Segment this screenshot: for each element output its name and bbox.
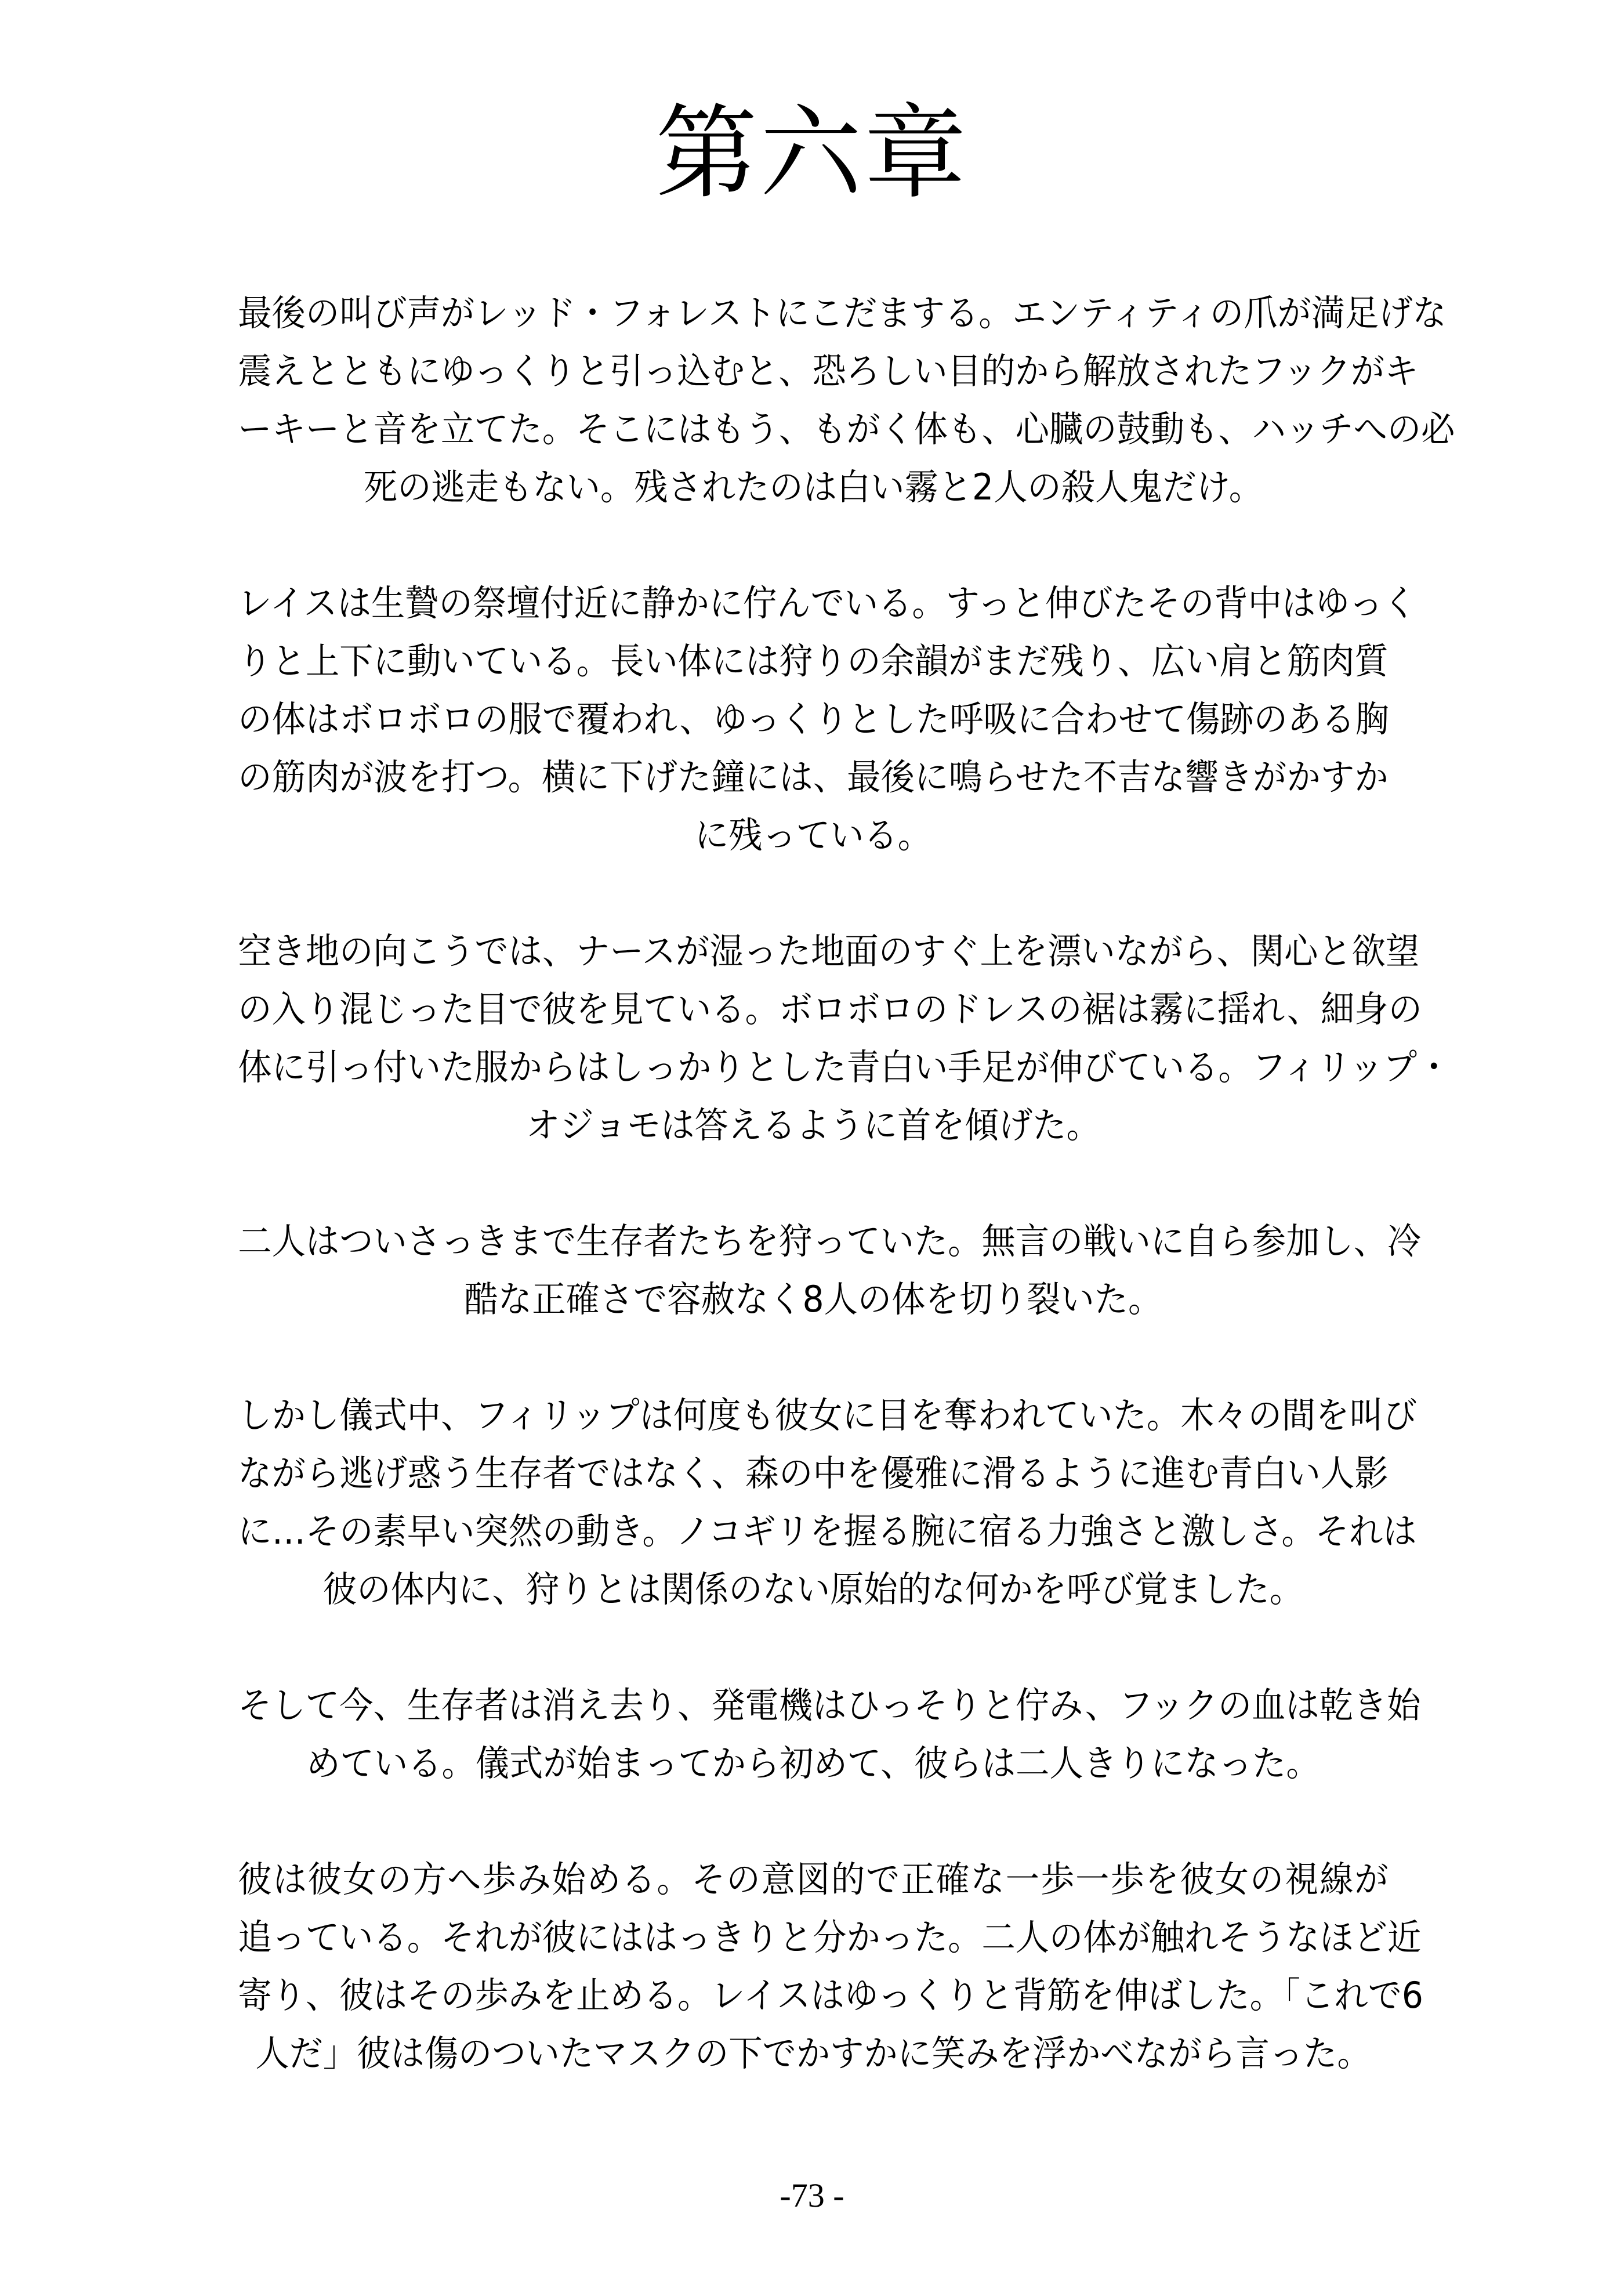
text-line: しかし儀式中、フィリップは何度も彼女に目を奪われていた。木々の間を叫び	[238, 1394, 1418, 1436]
paragraph-1	[201, 284, 1455, 516]
text-line: オジョモは答えるように首を傾げた。	[526, 1104, 1100, 1146]
text-line: 最後の叫び声がレッド・フォレストにこだまする。エンティティの爪が満足げな	[238, 292, 1447, 334]
paragraph-5	[201, 1386, 1425, 1618]
text-line: りと上下に動いている。長い体には狩りの余韻がまだ残り、広い肩と筋肉質	[238, 640, 1389, 682]
text-line: 酷な正確さで容赦なく8人の体を切り裂いた。	[464, 1278, 1162, 1320]
paragraph-7	[201, 1851, 1425, 2083]
text-line: 彼の体内に、狩りとは関係のない原始的な何かを呼び覚ました。	[322, 1568, 1304, 1610]
text-line: ながら逃げ惑う生存者ではなく、森の中を優雅に滑るように進む青白い人影	[238, 1452, 1389, 1494]
text-line: 追っている。それが彼にははっきりと分かった。二人の体が触れそうなほど近	[238, 1916, 1422, 1958]
text-line: に残っている。	[695, 814, 931, 856]
text-line: 体に引っ付いた服からはしっかりとした青白い手足が伸びている。フィリップ・	[238, 1046, 1451, 1088]
text-line: 彼は彼女の方へ歩み始める。その意図的で正確な一歩一歩を彼女の視線が	[238, 1858, 1389, 1900]
chapter-body	[201, 284, 1455, 2141]
chapter-title: 第六章	[655, 94, 969, 213]
text-line: 二人はついさっきまで生存者たちを狩っていた。無言の戦いに自ら参加し、冷	[238, 1220, 1422, 1262]
text-line: 人だ」彼は傷のついたマスクの下でかすかに笑みを浮かべながら言った。	[255, 2032, 1371, 2074]
paragraph-2	[201, 574, 1425, 864]
text-line: 空き地の向こうでは、ナースが湿った地面のすぐ上を漂いながら、関心と欲望	[238, 930, 1420, 972]
text-line: 寄り、彼はその歩みを止める。レイスはゆっくりと背筋を伸ばした。「これで6	[238, 1974, 1423, 2016]
text-line: 震えとともにゆっくりと引っ込むと、恐ろしい目的から解放されたフックがキ	[238, 350, 1419, 392]
text-line: の体はボロボロの服で覆われ、ゆっくりとした呼吸に合わせて傷跡のある胸	[238, 698, 1389, 740]
paragraph-6	[201, 1676, 1425, 1793]
text-line: ーキーと音を立てた。そこにはもう、もがく体も、心臓の鼓動も、ハッチへの必	[238, 408, 1455, 450]
text-line: に…その素早い突然の動き。ノコギリを握る腕に宿る力強さと激しさ。それは	[238, 1510, 1417, 1552]
text-line: 死の逃走もない。残されたのは白い霧と2人の殺人鬼だけ。	[363, 466, 1263, 508]
paragraph-4	[201, 1212, 1425, 1328]
text-line: めている。儀式が始まってから初めて、彼らは二人きりになった。	[306, 1742, 1320, 1784]
text-line: レイスは生贄の祭壇付近に静かに佇んでいる。すっと伸びたその背中はゆっく	[238, 582, 1417, 624]
paragraph-3	[201, 922, 1451, 1154]
page-number: -73 -	[780, 2177, 844, 2214]
text-line: の筋肉が波を打つ。横に下げた鐘には、最後に鳴らせた不吉な響きがかすか	[238, 756, 1389, 798]
text-line: そして今、生存者は消え去り、発電機はひっそりと佇み、フックの血は乾き始	[238, 1684, 1421, 1726]
text-line: の入り混じった目で彼を見ている。ボロボロのドレスの裾は霧に揺れ、細身の	[238, 988, 1422, 1030]
